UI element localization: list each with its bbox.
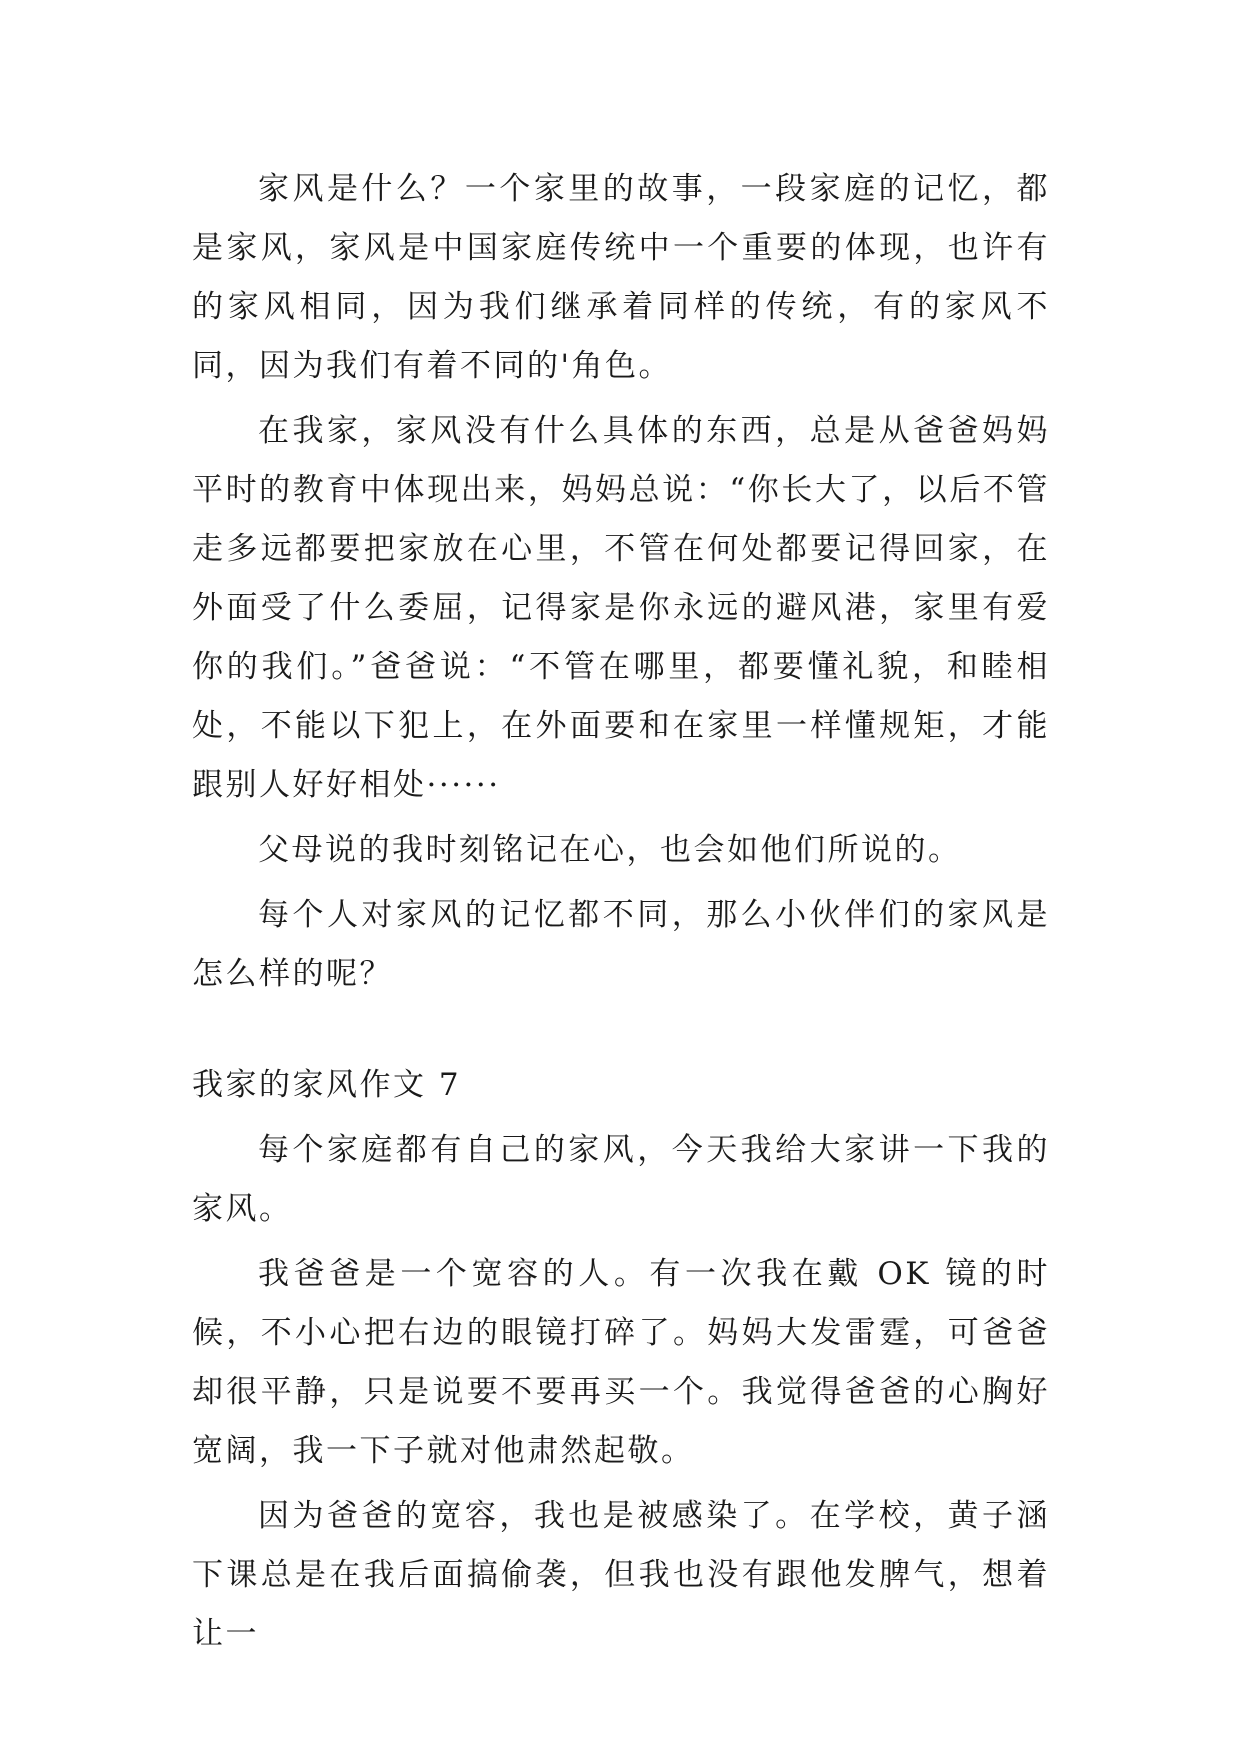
section-title: 我家的家风作文 7 (192, 1067, 462, 1103)
paragraph-question-to-friends: 每个人对家风的记忆都不同，那么小伙伴们的家风是怎么样的呢？ (192, 897, 1050, 992)
paragraph-what-is-family-tradition: 家风是什么？一个家里的故事，一段家庭的记忆，都是家风，家风是中国家庭传统中一个重要的体现，也许有的家风相同，因为我们继承着同样的传统，有的家风不同，因为我们有着不同的'角色。 (192, 171, 1050, 384)
paragraph-intro-family-style: 每个家庭都有自己的家风，今天我给大家讲一下我的家风。 (192, 1132, 1050, 1227)
paragraph-tolerant-father: 我爸爸是一个宽容的人。有一次我在戴 OK 镜的时候，不小心把右边的眼镜打碎了。妈妈大发雷霆，可爸爸却很平静，只是说要不要再买一个。我觉得爸爸的心胸好宽阔，我一下子就对他肃然起敬。 (192, 1256, 1050, 1469)
paragraph-influenced-by-father: 因为爸爸的宽容，我也是被感染了。在学校，黄子涵下课总是在我后面搞偷袭，但我也没有跟他发脾气，想着让一 (192, 1498, 1050, 1652)
document-body (192, 160, 1050, 1670)
paragraph-parents-teachings: 在我家，家风没有什么具体的东西，总是从爸爸妈妈平时的教育中体现出来，妈妈总说：“你长大了，以后不管走多远都要把家放在心里，不管在何处都要记得回家，在外面受了什么委屈，记得家是你永远的避风港，家里有爱你的我们。”爸爸说：“不管在哪里，都要懂礼貌，和睦相处，不能以下犯上，在外面要和在家里一样懂规矩，才能跟别人好好相处······ (192, 413, 1050, 803)
paragraph-remember-in-heart: 父母说的我时刻铭记在心，也会如他们所说的。 (258, 832, 962, 868)
